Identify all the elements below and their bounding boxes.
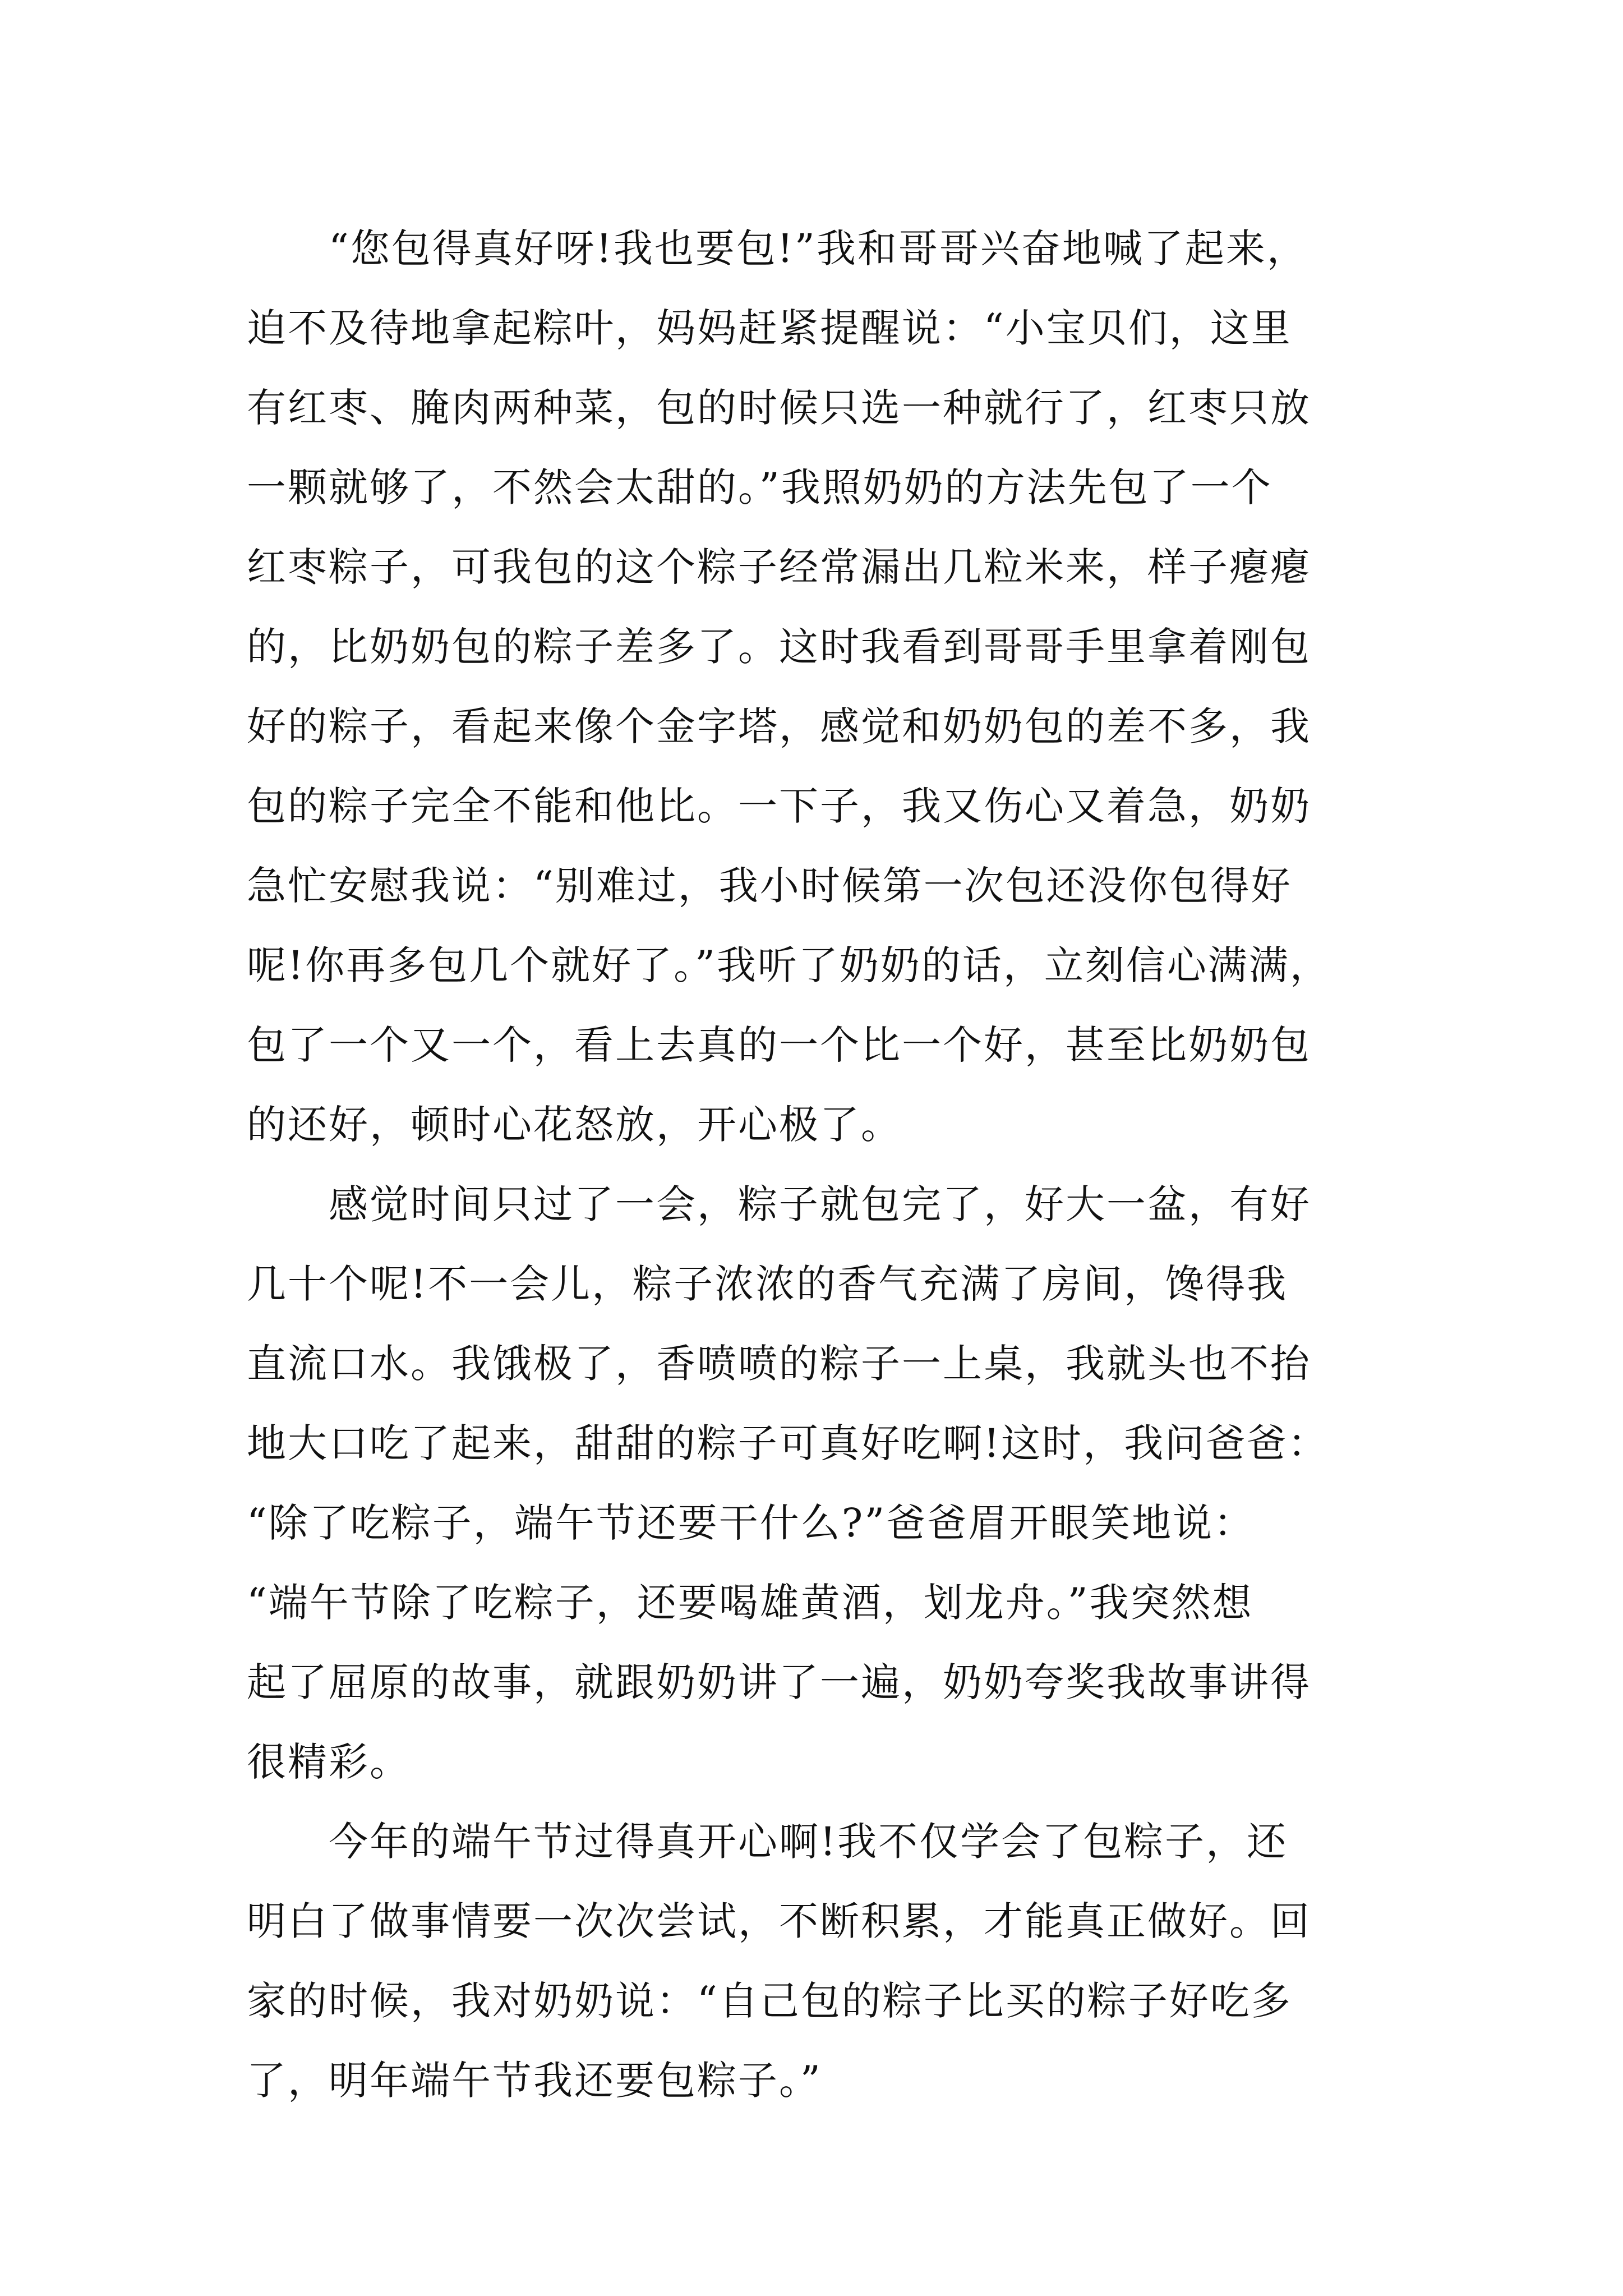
paragraph-line: 迫不及待地拿起粽叶，妈妈赶紧提醒说：“小宝贝们，这里 bbox=[247, 305, 1292, 351]
paragraph-1 bbox=[247, 209, 1380, 1165]
paragraph-line: 起了屈原的故事，就跟奶奶讲了一遍，奶奶夸奖我故事讲得 bbox=[247, 1659, 1311, 1705]
paragraph-line: 包的粽子完全不能和他比。一下子，我又伤心又着急，奶奶 bbox=[247, 783, 1311, 829]
paragraph-2 bbox=[247, 1165, 1380, 1802]
paragraph-line: 今年的端午节过得真开心啊!我不仅学会了包粽子，还 bbox=[329, 1819, 1288, 1865]
paragraph-line: “除了吃粽子，端午节还要干什么?”爸爸眉开眼笑地说： bbox=[247, 1500, 1255, 1546]
paragraph-line: 直流口水。我饿极了，香喷喷的粽子一上桌，我就头也不抬 bbox=[247, 1341, 1311, 1387]
paragraph-line: 地大口吃了起来，甜甜的粽子可真好吃啊!这时，我问爸爸： bbox=[247, 1420, 1329, 1466]
paragraph-line: 有红枣、腌肉两种菜，包的时候只选一种就行了，红枣只放 bbox=[247, 385, 1311, 431]
paragraph-line: “您包得真好呀!我也要包!”我和哥哥兴奋地喊了起来， bbox=[329, 226, 1308, 272]
paragraph-line: “端午节除了吃粽子，还要喝雄黄酒，划龙舟。”我突然想 bbox=[247, 1580, 1253, 1626]
paragraph-line: 家的时候，我对奶奶说：“自己包的粽子比买的粽子好吃多 bbox=[247, 1978, 1292, 2024]
paragraph-line: 红枣粽子，可我包的这个粽子经常漏出几粒米来，样子瘪瘪 bbox=[247, 544, 1311, 590]
paragraph-line: 明白了做事情要一次次尝试，不断积累，才能真正做好。回 bbox=[247, 1898, 1311, 1944]
paragraph-line: 好的粽子，看起来像个金字塔，感觉和奶奶包的差不多，我 bbox=[247, 703, 1311, 749]
paragraph-line: 一颗就够了，不然会太甜的。”我照奶奶的方法先包了一个 bbox=[247, 464, 1272, 510]
paragraph-line: 急忙安慰我说：“别难过，我小时候第一次包还没你包得好 bbox=[247, 863, 1292, 909]
paragraph-line: 了，明年端午节我还要包粽子。” bbox=[247, 2058, 822, 2104]
paragraph-line: 的，比奶奶包的粽子差多了。这时我看到哥哥手里拿着刚包 bbox=[247, 624, 1311, 670]
paragraph-3 bbox=[247, 1802, 1380, 2120]
paragraph-line: 呢!你再多包几个就好了。”我听了奶奶的话，立刻信心满满， bbox=[247, 942, 1331, 988]
paragraph-line: 很精彩。 bbox=[247, 1739, 411, 1785]
paragraph-line: 包了一个又一个，看上去真的一个比一个好，甚至比奶奶包 bbox=[247, 1022, 1311, 1068]
document-body bbox=[247, 209, 1380, 2120]
paragraph-line: 的还好，顿时心花怒放，开心极了。 bbox=[247, 1102, 902, 1148]
paragraph-line: 几十个呢!不一会儿，粽子浓浓的香气充满了房间，馋得我 bbox=[247, 1261, 1288, 1307]
paragraph-line: 感觉时间只过了一会，粽子就包完了，好大一盆，有好 bbox=[329, 1181, 1311, 1227]
